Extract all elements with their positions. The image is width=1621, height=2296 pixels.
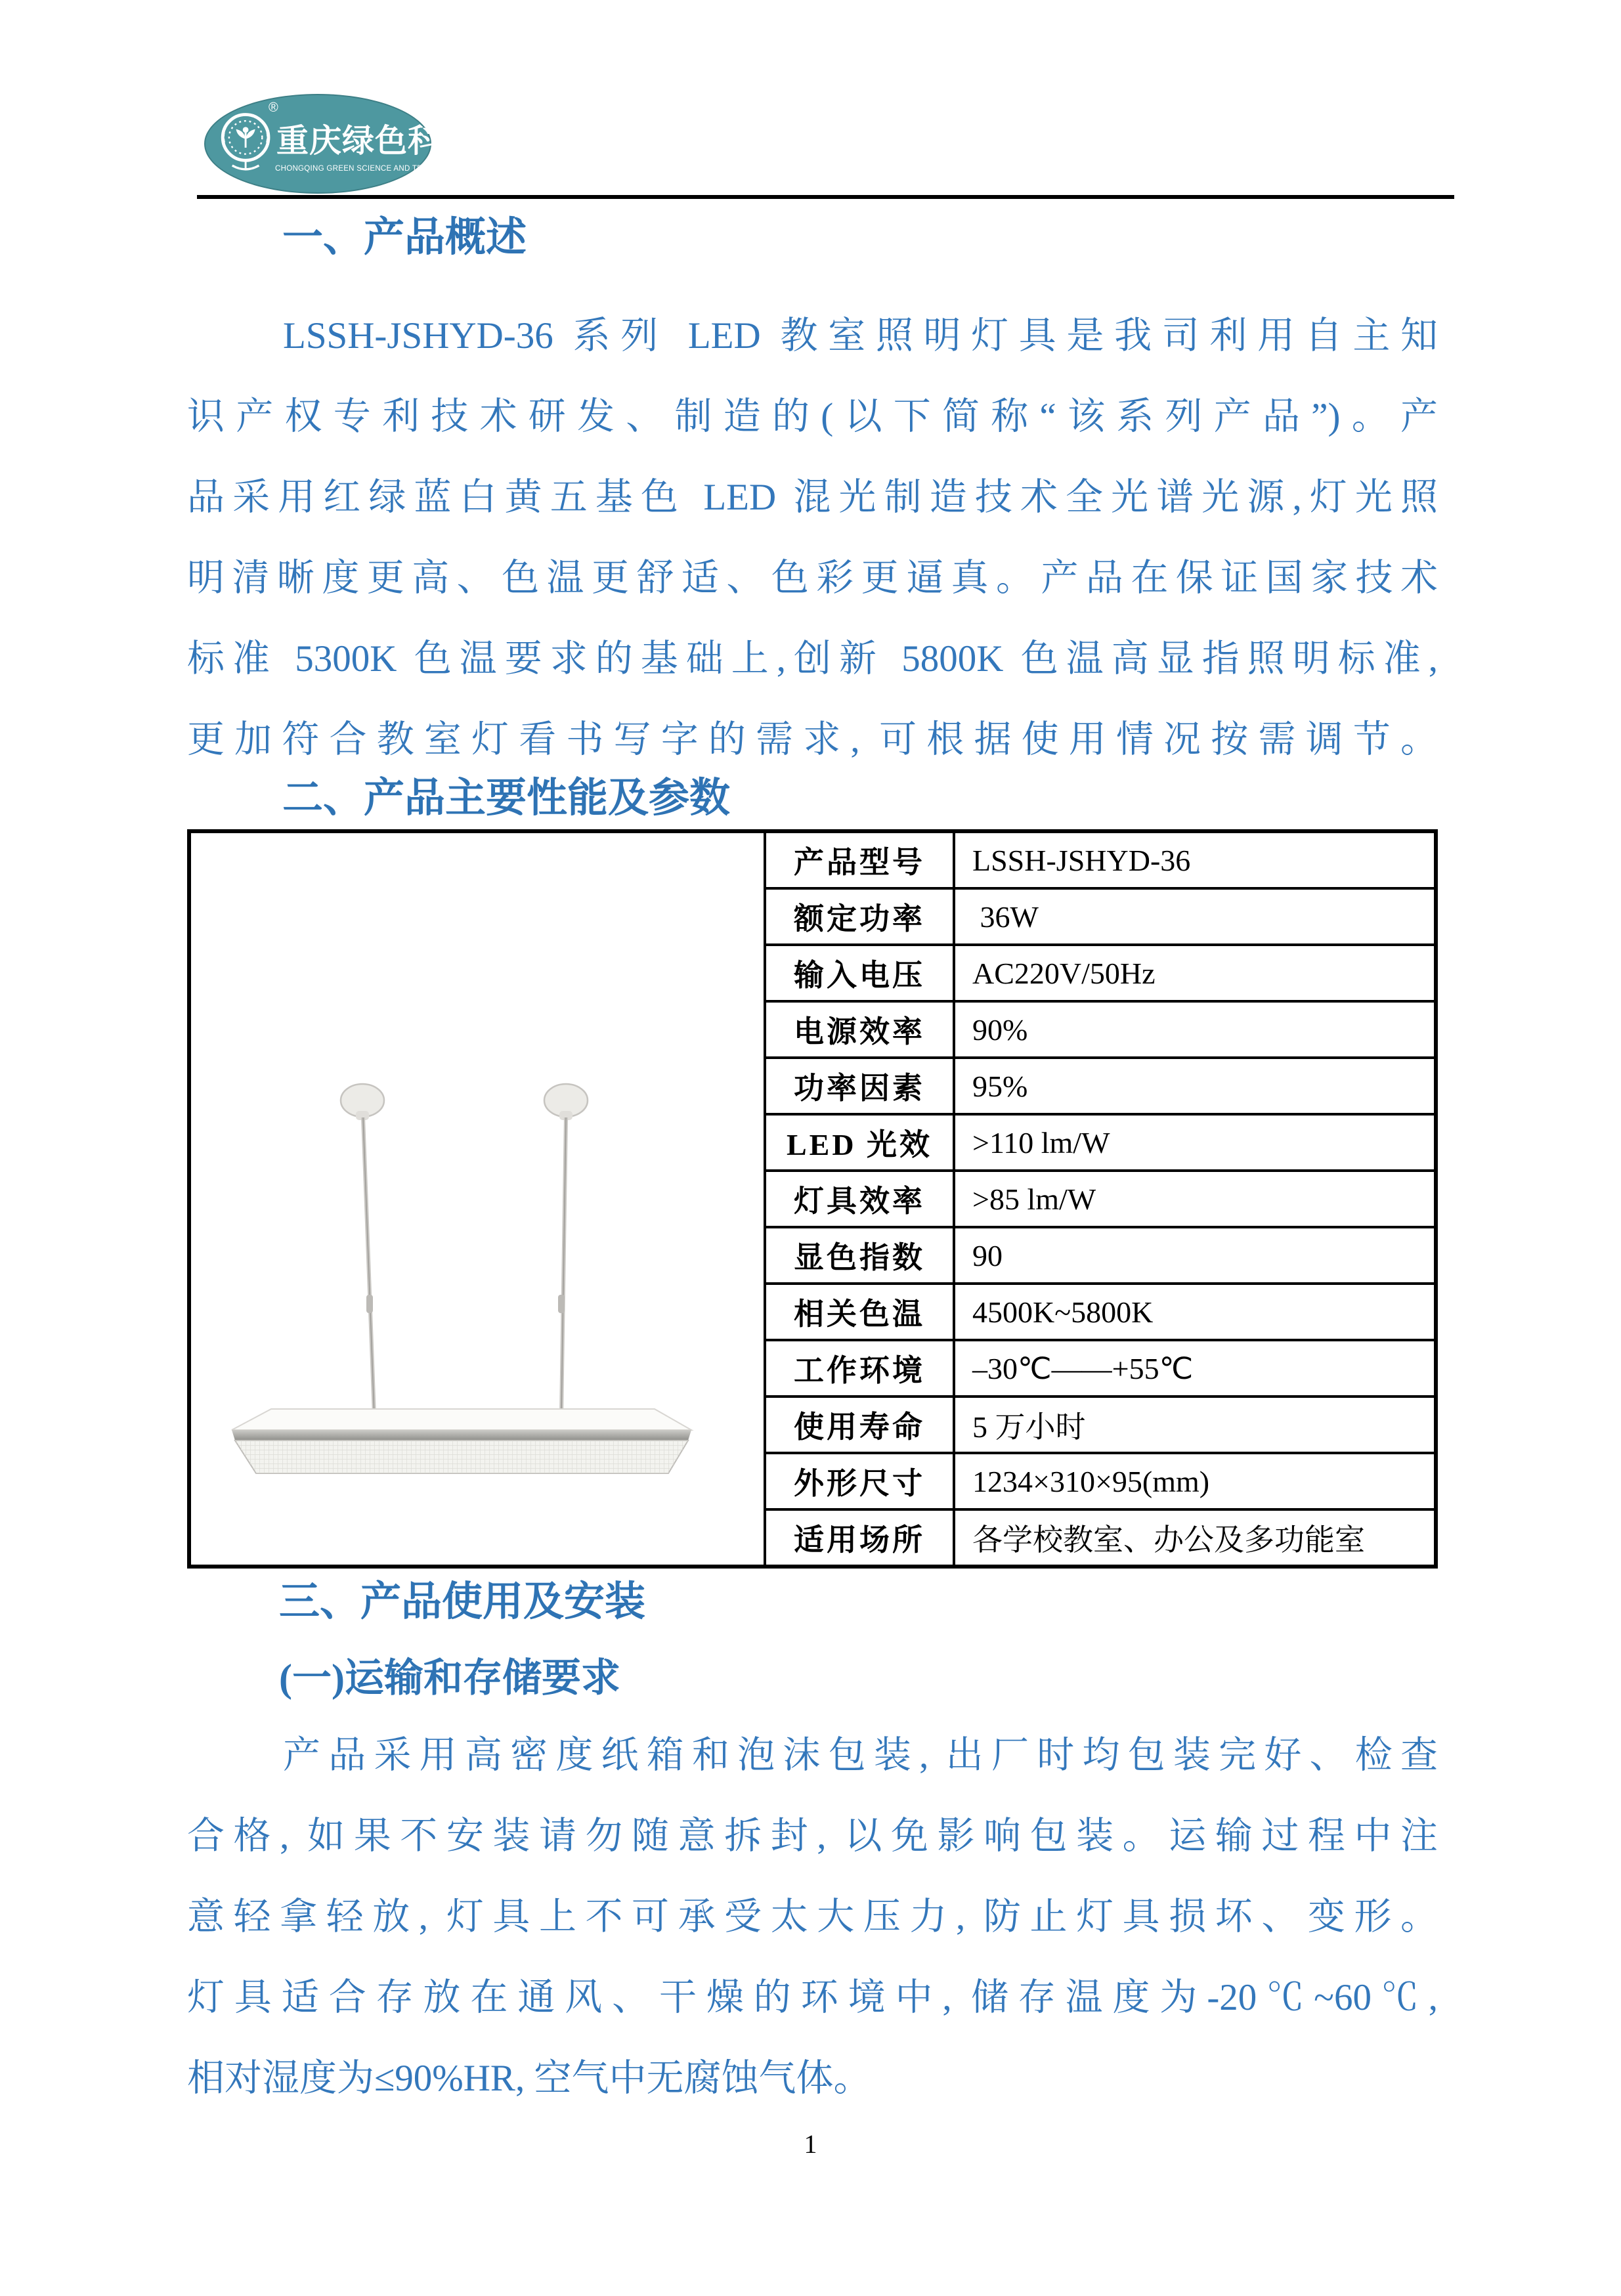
header-rule: [197, 195, 1454, 199]
page-number: 1: [804, 2129, 817, 2159]
paragraph-line: 明清晰度更高、色温更舒适、色彩更逼真。产品在保证国家技术: [187, 557, 1438, 599]
paragraph-line: 标准 5300K 色温要求的基础上,创新 5800K 色温高显指照明标准,: [187, 638, 1438, 680]
spec-label: LED 光效: [765, 1114, 954, 1171]
registered-trademark: ®: [269, 100, 278, 115]
spec-value: LSSH-JSHYD-36: [954, 831, 1436, 888]
product-image-cell: [189, 831, 765, 1567]
section-3-sub-1-title: (一)运输和存储要求: [279, 1657, 620, 1700]
spec-value: AC220V/50Hz: [954, 945, 1436, 1001]
logo-brand-cn: 重庆绿色科技: [276, 123, 474, 159]
spec-value: >110 lm/W: [954, 1114, 1436, 1171]
spec-value: 4500K~5800K: [954, 1284, 1436, 1340]
paragraph-line: 相对湿度为≤90%HR, 空气中无腐蚀气体。: [187, 2058, 871, 2099]
spec-value: 5 万小时: [954, 1397, 1436, 1453]
spec-label: 适用场所: [765, 1509, 954, 1567]
paragraph-line: 意轻拿轻放, 灯具上不可承受太大压力, 防止灯具损坏、变形。: [187, 1896, 1438, 1938]
section-1-title: 一、产品概述: [282, 215, 527, 260]
logo-brand-en: CHONGQING GREEN SCIENCE AND TECHNOLOG: [275, 165, 462, 173]
spec-value: 36W: [954, 888, 1436, 945]
spec-value: 90%: [954, 1001, 1436, 1058]
logo-emblem-icon: [215, 104, 280, 187]
spec-label: 灯具效率: [765, 1171, 954, 1227]
paragraph-line: 产品采用高密度纸箱和泡沫包装, 出厂时均包装完好、检查: [283, 1735, 1438, 1776]
spec-table: [187, 829, 1438, 1569]
spec-label: 输入电压: [765, 945, 954, 1001]
paragraph-line: 灯具适合存放在通风、干燥的环境中, 储存温度为-20℃~60℃,: [187, 1977, 1438, 2018]
paragraph-line: 合格, 如果不安装请勿随意拆封, 以免影响包装。运输过程中注: [187, 1815, 1438, 1857]
spec-row-model: [189, 831, 1436, 888]
spec-value: 各学校教室、办公及多功能室: [954, 1509, 1436, 1567]
section-2-title: 二、产品主要性能及参数: [282, 776, 731, 821]
paragraph-line: 品采用红绿蓝白黄五基色 LED 混光制造技术全光谱光源,灯光照: [187, 477, 1438, 518]
spec-value: >85 lm/W: [954, 1171, 1436, 1227]
transport-paragraph: [187, 1715, 1438, 2119]
spec-value: 90: [954, 1227, 1436, 1284]
spec-label: 功率因素: [765, 1058, 954, 1114]
spec-label: 电源效率: [765, 1001, 954, 1058]
spec-label: 产品型号: [765, 831, 954, 888]
section-3-title: 三、产品使用及安装: [279, 1580, 646, 1624]
spec-label: 显色指数: [765, 1227, 954, 1284]
spec-label: 使用寿命: [765, 1397, 954, 1453]
spec-label: 额定功率: [765, 888, 954, 945]
company-logo: [204, 94, 474, 194]
overview-paragraph: [187, 295, 1438, 780]
paragraph-line: 更加符合教室灯看书写字的需求, 可根据使用情况按需调节。: [187, 719, 1438, 760]
spec-label: 相关色温: [765, 1284, 954, 1340]
suspended-led-panel-image: [195, 843, 760, 1552]
spec-label: 外形尺寸: [765, 1453, 954, 1509]
paragraph-line: LSSH-JSHYD-36 系列 LED 教室照明灯具是我司利用自主知: [283, 315, 1438, 357]
spec-value: –30℃——+55℃: [954, 1340, 1436, 1397]
spec-label: 工作环境: [765, 1340, 954, 1397]
spec-value: 1234×310×95(mm): [954, 1453, 1436, 1509]
spec-value: 95%: [954, 1058, 1436, 1114]
paragraph-line: 识产权专利技术研发、制造的(以下简称“该系列产品”)。产: [187, 396, 1438, 437]
